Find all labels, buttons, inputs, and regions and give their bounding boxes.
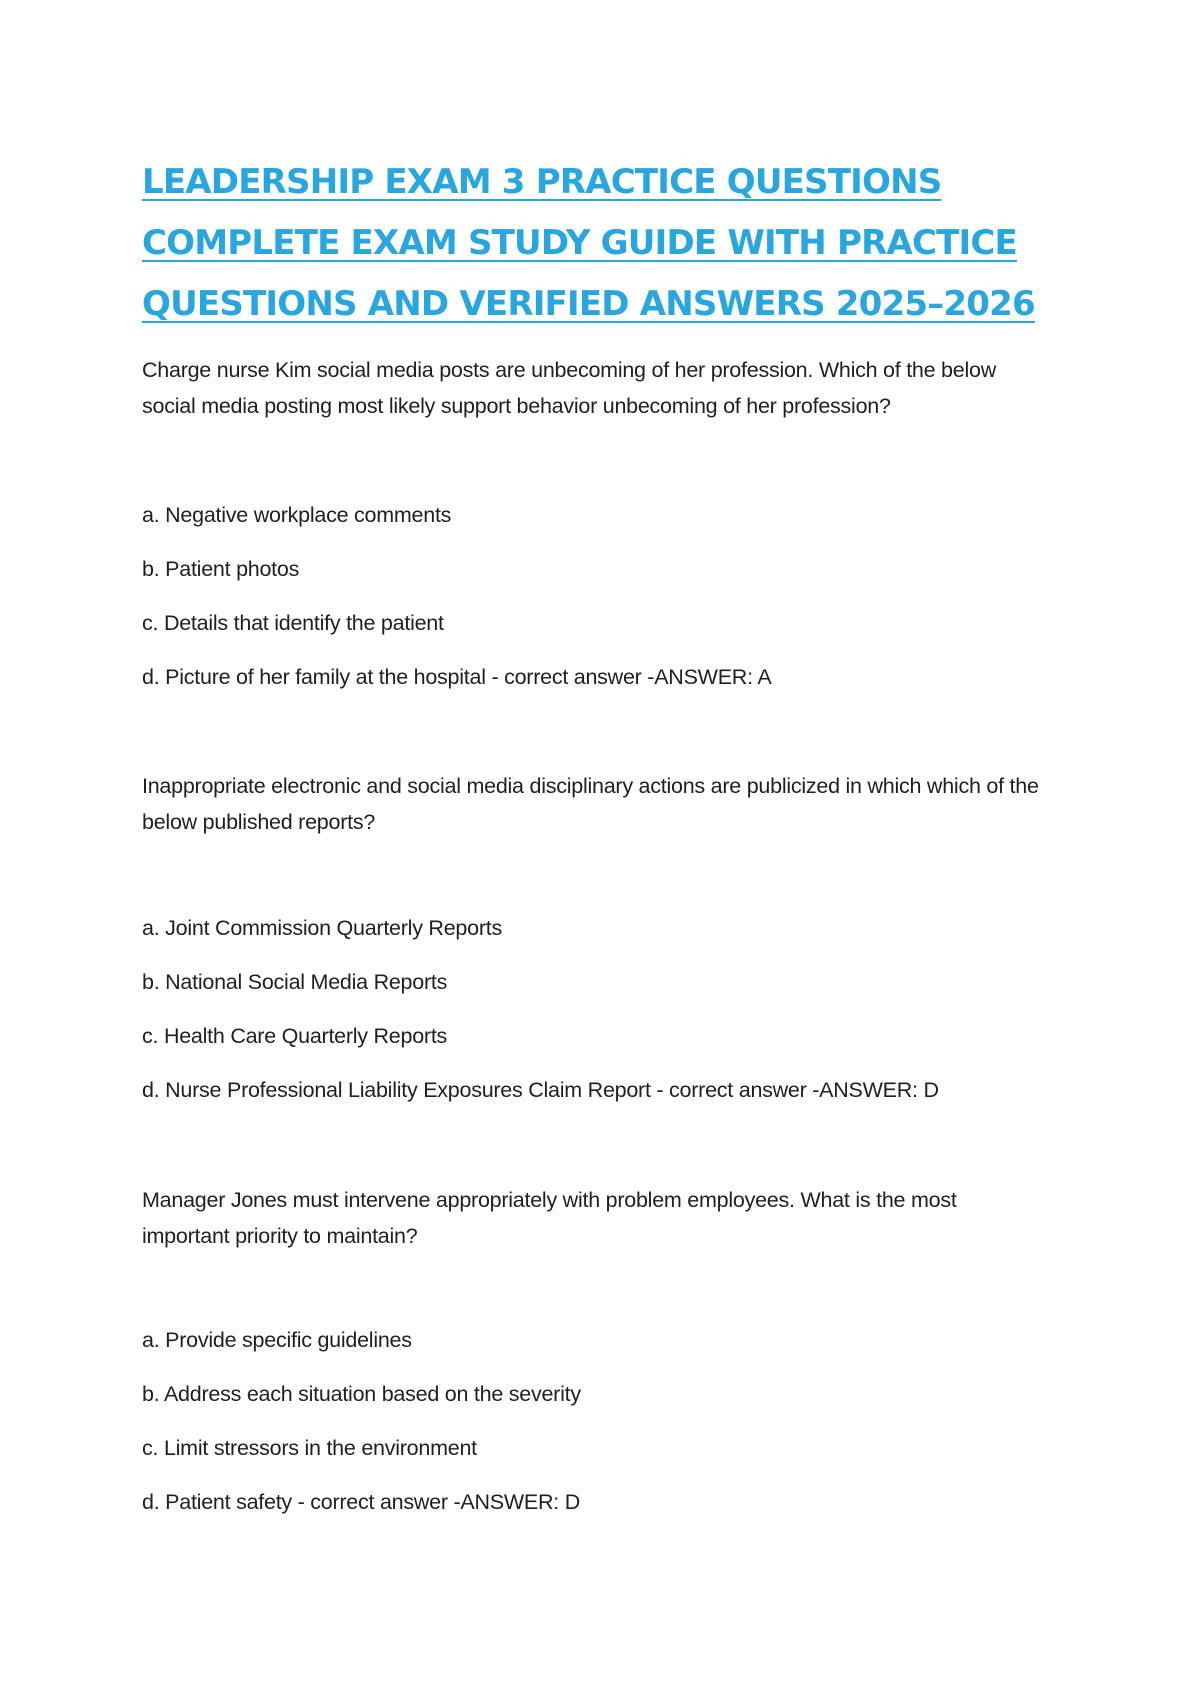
option-a: a. Provide specific guidelines [142,1328,412,1352]
question-text: Inappropriate electronic and social media disciplinary actions are publicized in which which of the below published reports? [142,774,1039,834]
option-a: a. Negative workplace comments [142,503,452,527]
question-3-options [142,1325,1042,1541]
question-2-options [142,913,1042,1129]
question-3 [142,1182,1042,1254]
question-text: Manager Jones must intervene appropriately with problem employees. What is the most important priority to maintain? [142,1188,957,1248]
question-2 [142,768,1042,840]
question-text: Charge nurse Kim social media posts are unbecoming of her profession. Which of the below social media posting most likely support behavior unbecoming of her profession? [142,358,996,418]
question-1 [142,352,1042,424]
option-c: c. Limit stressors in the environment [142,1436,477,1460]
option-b: b. Address each situation based on the severity [142,1382,581,1406]
option-d-answer: d. Nurse Professional Liability Exposures Claim Report - correct answer -ANSWER: D [142,1078,939,1102]
option-c: c. Details that identify the patient [142,611,444,635]
option-d-answer: d. Picture of her family at the hospital - correct answer -ANSWER: A [142,665,772,689]
option-d-answer: d. Patient safety - correct answer -ANSWER: D [142,1490,580,1514]
question-1-options [142,500,1042,716]
option-c: c. Health Care Quarterly Reports [142,1024,448,1048]
option-b: b. Patient photos [142,557,300,581]
option-b: b. National Social Media Reports [142,970,448,994]
option-a: a. Joint Commission Quarterly Reports [142,916,502,940]
document-title: LEADERSHIP EXAM 3 PRACTICE QUESTIONS COMPLETE EXAM STUDY GUIDE WITH PRACTICE QUESTIONS AND VERIFIED ANSWERS 2025–2026 [142,162,1035,324]
